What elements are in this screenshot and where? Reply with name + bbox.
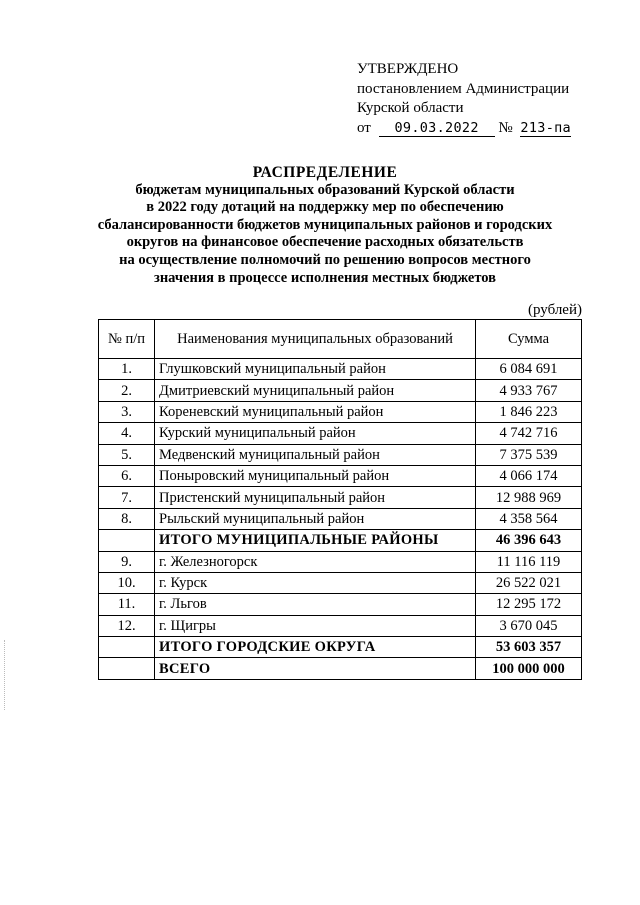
table-row [99, 508, 582, 529]
approval-date-prefix: от [357, 119, 371, 136]
row-sum-cell: 46 396 643 [476, 530, 582, 551]
row-sum-cell: 4 358 564 [476, 508, 582, 529]
row-number-cell: 3. [99, 401, 155, 422]
row-number-cell [99, 530, 155, 551]
document-subtitle-line: бюджетам муниципальных образований Курской области [135, 181, 515, 198]
row-name-cell: г. Железногорск [155, 551, 476, 572]
table-header-row [99, 320, 582, 359]
row-number-cell: 6. [99, 465, 155, 486]
header-name: Наименования муниципальных образований [155, 320, 476, 359]
document-title: РАСПРЕДЕЛЕНИЕ [252, 164, 398, 181]
row-sum-cell: 11 116 119 [476, 551, 582, 572]
approval-region-line: Курской области [357, 100, 464, 116]
row-name-cell: г. Щигры [155, 615, 476, 636]
distribution-table [98, 319, 582, 680]
row-name-cell: Курский муниципальный район [155, 423, 476, 444]
row-name-cell: ИТОГО ГОРОДСКИЕ ОКРУГА [155, 637, 476, 658]
document-subtitle-line: значения в процессе исполнения местных бюджетов [154, 269, 496, 286]
row-name-cell: Пристенский муниципальный район [155, 487, 476, 508]
table-row [99, 572, 582, 593]
approval-number-prefix: № [498, 119, 513, 136]
row-number-cell: 2. [99, 380, 155, 401]
row-sum-cell: 1 846 223 [476, 401, 582, 422]
document-subtitle-line: на осуществление полномочий по решению вопросов местного [119, 251, 531, 268]
row-name-cell: г. Льгов [155, 594, 476, 615]
header-number: № п/п [99, 320, 155, 359]
table-row [99, 359, 582, 380]
row-sum-cell: 7 375 539 [476, 444, 582, 465]
row-number-cell: 7. [99, 487, 155, 508]
approval-heading: УТВЕРЖДЕНО [357, 61, 459, 77]
document-subtitle-line: округов на финансовое обеспечение расходных обязательств [126, 234, 524, 251]
row-sum-cell: 4 066 174 [476, 465, 582, 486]
row-number-cell: 1. [99, 359, 155, 380]
scan-edge-marks [4, 640, 7, 710]
row-sum-cell: 100 000 000 [476, 658, 582, 679]
row-sum-cell: 12 295 172 [476, 594, 582, 615]
table-row [99, 423, 582, 444]
table-row [99, 380, 582, 401]
document-title-block [90, 164, 560, 287]
row-number-cell: 12. [99, 615, 155, 636]
row-number-cell: 10. [99, 572, 155, 593]
units-label: (рублей) [527, 302, 582, 318]
row-number-cell: 9. [99, 551, 155, 572]
row-sum-cell: 53 603 357 [476, 637, 582, 658]
table-row [99, 551, 582, 572]
row-name-cell: Кореневский муниципальный район [155, 401, 476, 422]
row-number-cell: 4. [99, 423, 155, 444]
row-name-cell: Глушковский муниципальный район [155, 359, 476, 380]
row-sum-cell: 4 933 767 [476, 380, 582, 401]
approval-resolution-line: постановлением Администрации [357, 80, 570, 97]
row-number-cell [99, 658, 155, 679]
row-sum-cell: 6 084 691 [476, 359, 582, 380]
table-row [99, 401, 582, 422]
row-sum-cell: 4 742 716 [476, 423, 582, 444]
row-sum-cell: 12 988 969 [476, 487, 582, 508]
approval-date-line [357, 119, 571, 139]
row-sum-cell: 3 670 045 [476, 615, 582, 636]
row-name-cell: г. Курск [155, 572, 476, 593]
row-name-cell: Рыльский муниципальный район [155, 508, 476, 529]
table-body [99, 359, 582, 680]
row-number-cell [99, 637, 155, 658]
table-row [99, 594, 582, 615]
approval-number-value: 213-па [520, 119, 571, 136]
row-name-cell: Дмитриевский муниципальный район [155, 380, 476, 401]
row-name-cell: Поныровский муниципальный район [155, 465, 476, 486]
table-row [99, 444, 582, 465]
row-sum-cell: 26 522 021 [476, 572, 582, 593]
table-total-row [99, 530, 582, 551]
table-row [99, 615, 582, 636]
approval-date-value: 09.03.2022 [379, 121, 495, 137]
table-row [99, 465, 582, 486]
row-number-cell: 5. [99, 444, 155, 465]
table-total-row [99, 658, 582, 679]
row-name-cell: Медвенский муниципальный район [155, 444, 476, 465]
document-subtitle-line: сбалансированности бюджетов муниципальных районов и городских [97, 216, 553, 233]
header-sum: Сумма [476, 320, 582, 359]
document-subtitle-line: в 2022 году дотаций на поддержку мер по обеспечению [146, 199, 504, 216]
row-number-cell: 8. [99, 508, 155, 529]
row-name-cell: ВСЕГО [155, 658, 476, 679]
table-row [99, 487, 582, 508]
table-total-row [99, 637, 582, 658]
row-number-cell: 11. [99, 594, 155, 615]
approval-stamp [357, 60, 571, 138]
row-name-cell: ИТОГО МУНИЦИПАЛЬНЫЕ РАЙОНЫ [155, 530, 476, 551]
